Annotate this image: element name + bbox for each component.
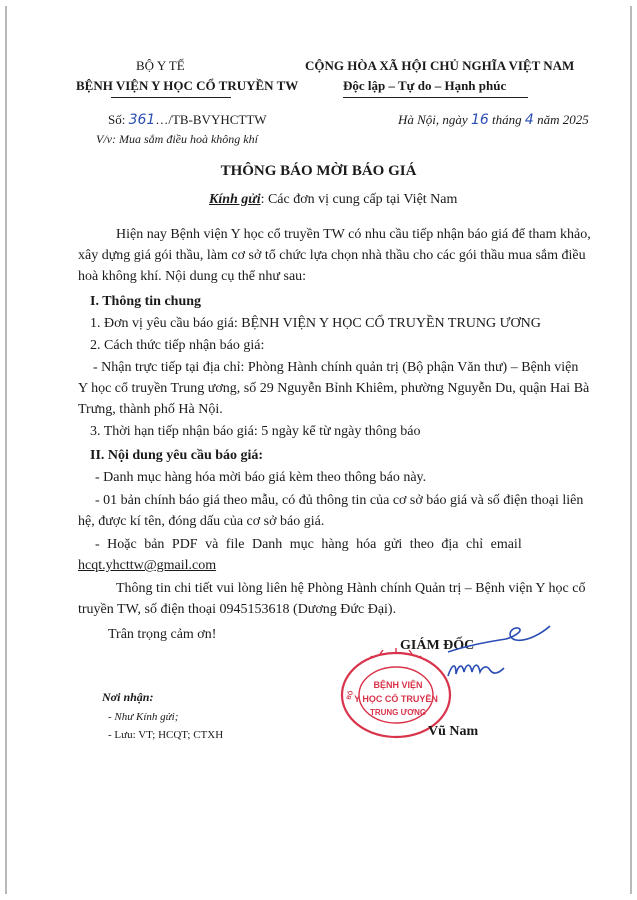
stamp-line-1: BỆNH VIỆN [373,680,423,690]
section-1-heading: I. Thông tin chung [90,294,202,309]
section-2-bullet-3: - Hoặc bản PDF và file Danh mục hàng hóa gửi theo địa chỉ email [95,537,522,552]
date-month-label: tháng [492,112,522,127]
ministry-name: BỘ Y TẾ [136,58,185,73]
date-year: năm 2025 [537,112,589,127]
stamp-side-text: BỘ [346,690,355,701]
number-prefix: Số: [108,112,126,127]
date-day: 16 [470,112,489,128]
republic-name: CỘNG HÒA XÃ HỘI CHỦ NGHĨA VIỆT NAM [305,58,575,73]
date-month: 4 [524,112,534,128]
recipients-item-2: - Lưu: VT; HCQT; CTXH [108,729,224,741]
signer-name: Vũ Nam [428,724,479,739]
recipients-label: Nơi nhận: [102,690,154,704]
closing-text: Trân trọng cảm ơn! [108,627,217,642]
section-1-item-3: 3. Thời hạn tiếp nhận báo giá: 5 ngày kể từ ngày thông báo [90,424,421,439]
signature-title: GIÁM ĐỐC [400,638,475,653]
section-2-heading: II. Nội dung yêu cầu báo giá: [90,448,264,463]
stamp-line-3: TRUNG ƯƠNG [369,708,427,717]
contact-line-2: truyền TW, số điện thoại 0945153618 (Dương Đức Đại). [78,602,397,617]
contact-email[interactable]: hcqt.yhcttw@gmail.com [78,558,217,573]
subject-line: V/v: Mua sắm điều hoà không khí [96,132,258,146]
number-handwritten: 361 [128,112,156,128]
section-2-bullet-2-line-1: - 01 bản chính báo giá theo mẫu, có đủ thông tin của cơ sở báo giá và số điện thoại liên [95,493,584,508]
motto-underline [343,97,528,98]
section-1-item-2: 2. Cách thức tiếp nhận báo giá: [90,338,265,353]
number-suffix: …/TB-BVYHCTTW [155,112,267,127]
date-place: Hà Nội, ngày [398,112,468,127]
document-date [398,112,589,128]
recipient-line [209,192,457,208]
hospital-underline [111,97,231,98]
section-1-item-2-detail-1: - Nhận trực tiếp tại địa chỉ: Phòng Hành chính quản trị (Bộ phận Văn thư) – Bệnh viện [93,360,579,375]
section-1-item-2-detail-2: Y học cổ truyền Trung ương, số 29 Nguyễn Bỉnh Khiêm, phường Nguyễn Du, quận Hai Bà [78,381,590,396]
document-number [108,112,267,128]
section-1-item-1: 1. Đơn vị yêu cầu báo giá: BỆNH VIỆN Y HỌC CỔ TRUYỀN TRUNG ƯƠNG [90,316,541,331]
recipients-item-1: - Như Kính gửi; [108,711,179,723]
document-title: THÔNG BÁO MỜI BÁO GIÁ [220,163,417,179]
intro-line-1: Hiện nay Bệnh viện Y học cổ truyền TW có nhu cầu tiếp nhận báo giá để tham khảo, [116,227,591,242]
motto: Độc lập – Tự do – Hạnh phúc [343,78,507,93]
contact-line-1: Thông tin chi tiết vui lòng liên hệ Phòng Hành chính Quản trị – Bệnh viện Y học cổ [116,581,586,596]
intro-line-2: xây dựng giá gói thầu, làm cơ sở tổ chức lựa chọn nhà thầu cho các gói thầu mua sắm điều [78,248,586,263]
recipient-text: : Các đơn vị cung cấp tại Việt Nam [260,192,458,207]
section-2-bullet-1: - Danh mục hàng hóa mời báo giá kèm theo thông báo này. [95,470,427,485]
handwritten-signature [446,624,556,684]
intro-line-3: hoà không khí. Nội dung cụ thể như sau: [78,269,307,284]
recipient-label: Kính gửi [209,192,261,207]
hospital-name: BỆNH VIỆN Y HỌC CỔ TRUYỀN TW [76,78,299,93]
section-2-bullet-2-line-2: hệ, được kí tên, đóng dấu của cơ sở báo giá. [78,514,325,529]
stamp-line-2: Y HỌC CỔ TRUYỀN [354,694,438,704]
section-1-item-2-detail-3: Trưng, thành phố Hà Nội. [78,402,223,417]
